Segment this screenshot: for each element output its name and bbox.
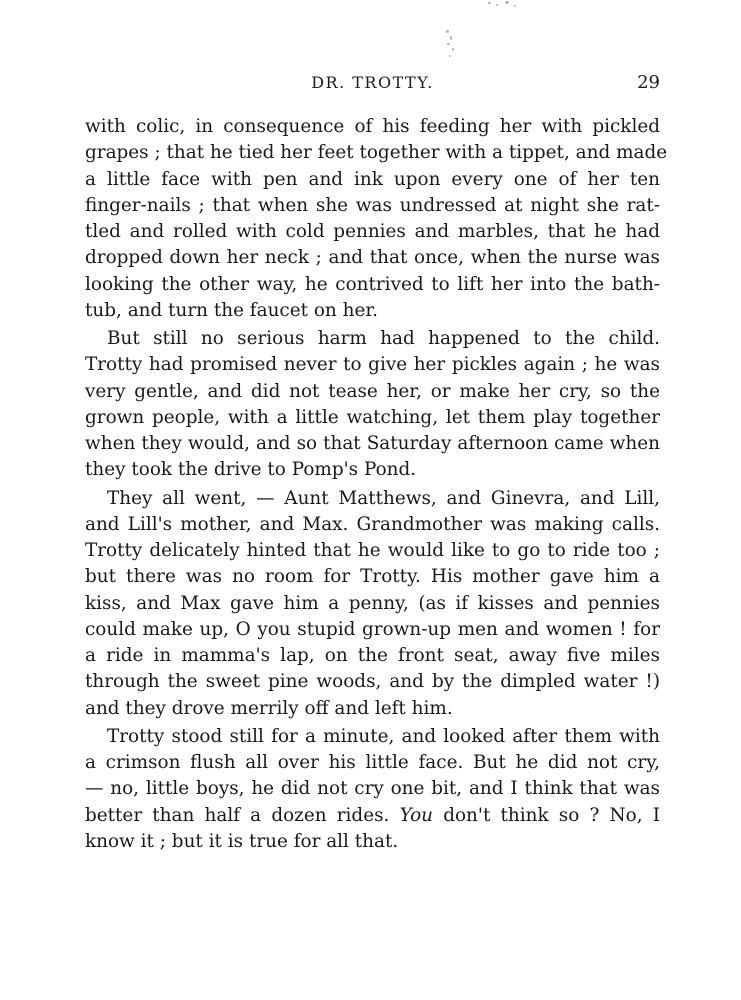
text-segment: don't think so ? No, I xyxy=(433,804,660,826)
text-line: tub, and turn the faucet on her. xyxy=(85,299,378,321)
text-line: a ride in mamma's lap, on the front seat, away five miles xyxy=(85,645,660,666)
italic-word: You xyxy=(399,804,434,826)
text-line: kiss, and Max gave him a penny, (as if kisses and pennies xyxy=(85,592,660,614)
paragraph-1 xyxy=(85,114,668,324)
text-line: through the sweet pine woods, and by the dimpled water !) xyxy=(85,671,660,693)
paragraph-2 xyxy=(85,326,660,484)
text-segment: better than half a dozen rides. xyxy=(85,804,390,826)
text-line: but there was no room for Trotty. His mother gave him a xyxy=(85,566,660,588)
text-line: looking the other way, he contrived to lift her into the bath- xyxy=(85,273,660,295)
text-line: grown people, with a little watching, let them play together xyxy=(85,406,660,428)
page-header xyxy=(85,70,660,96)
paragraph-3 xyxy=(85,486,660,722)
text-line: know it ; but it is true for all that. xyxy=(85,830,399,852)
text-line: Trotty had promised never to give her pickles again ; he was xyxy=(85,354,660,376)
text-line: could make up, O you stupid grown-up men and women ! for xyxy=(85,618,660,640)
text-line: when they would, and so that Saturday afternoon came when xyxy=(85,433,660,454)
text-line: finger-nails ; that when she was undressed at night she rat- xyxy=(85,194,660,216)
text-line: very gentle, and did not tease her, or make her cry, so the xyxy=(85,380,660,402)
text-line: But still no serious harm had happened to the child. xyxy=(107,328,660,349)
text-line: a little face with pen and ink upon every one of her ten xyxy=(85,168,660,190)
text-line: Trotty delicately hinted that he would like to go to ride too ; xyxy=(85,540,660,561)
paragraph-4 xyxy=(85,724,660,855)
text-line: they took the drive to Pomp's Pond. xyxy=(85,459,417,481)
text-line: They all went, — Aunt Matthews, and Ginevra, and Lill, xyxy=(107,487,660,509)
text-line: tled and rolled with cold pennies and marbles, that he had xyxy=(85,221,660,242)
text-line: dropped down her neck ; and that once, when the nurse was xyxy=(85,247,660,269)
text-line: a crimson flush all over his little face. But he did not cry, xyxy=(85,752,660,773)
body-text xyxy=(85,114,668,857)
text-line: with colic, in consequence of his feeding her with pickled xyxy=(85,116,660,137)
page-number: 29 xyxy=(637,72,660,93)
text-line: Trotty stood still for a minute, and looked after them with xyxy=(107,725,660,747)
text-line: — no, little boys, he did not cry one bit, and I think that was xyxy=(85,778,660,800)
text-line: grapes ; that he tied her feet together with a tippet, and made xyxy=(85,142,668,164)
text-line: and Lill's mother, and Max. Grandmother was making calls. xyxy=(85,513,660,535)
text-line: and they drove merrily off and left him. xyxy=(85,697,453,719)
text-line xyxy=(85,803,660,829)
running-title: DR. TROTTY. xyxy=(311,73,434,92)
